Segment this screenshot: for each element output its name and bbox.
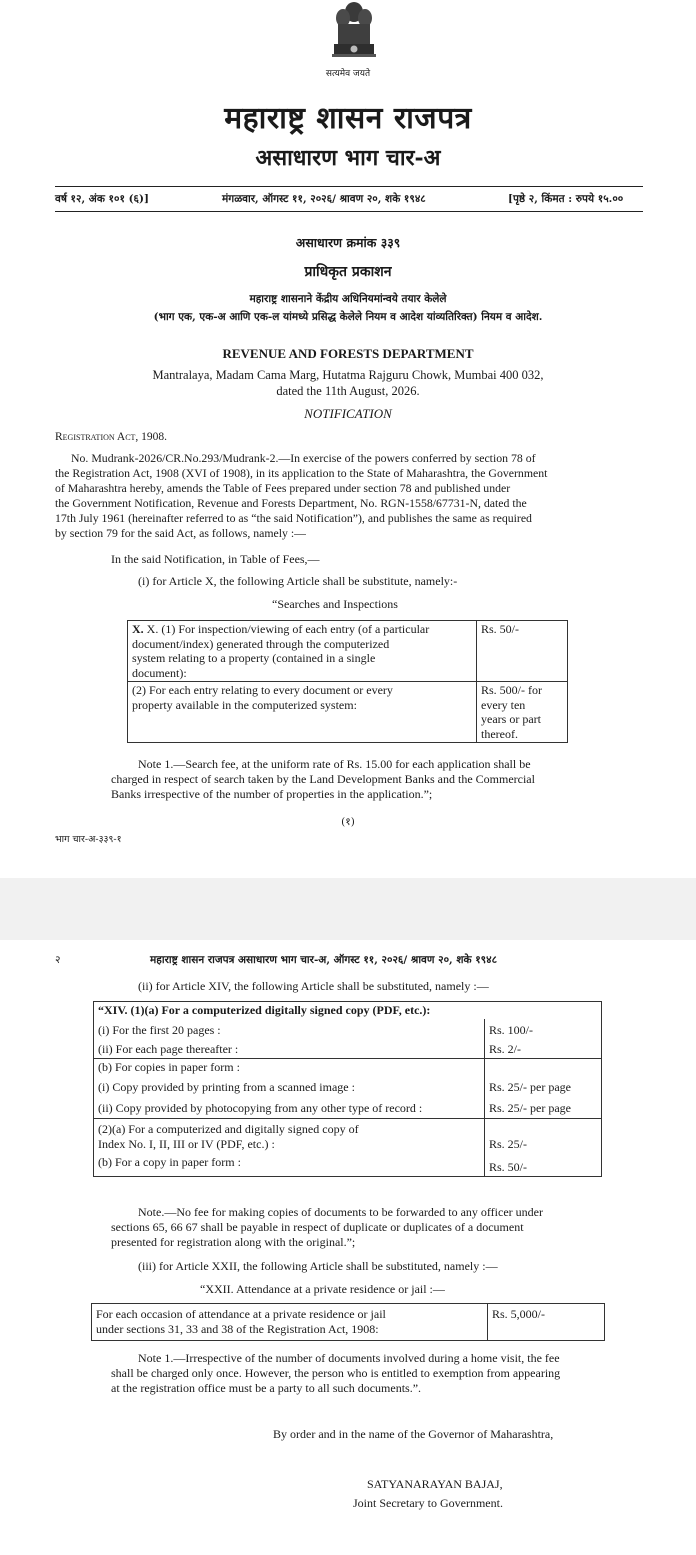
cell-line: years or part — [481, 712, 541, 726]
subtitle-line-2: (भाग एक, एक-अ आणि एक-ल यांमध्ये प्रसिद्ध केलेले नियम व आदेश यांव्यतिरिक्त) नियम व आदेश. — [153, 311, 543, 323]
table-row — [128, 682, 568, 743]
table-row — [94, 1096, 602, 1119]
footer-code: भाग चार-अ-३३९-१ — [55, 834, 122, 845]
table-row — [94, 1058, 602, 1075]
cell-line: For each occasion of attendance at a private residence or jail — [96, 1307, 386, 1321]
authorized-publication: प्राधिकृत प्रकाशन — [304, 264, 392, 280]
cell-line: under sections 31, 33 and 38 of the Registration Act, 1908: — [96, 1321, 379, 1336]
table-cell-fee: Rs. 2/- — [485, 1038, 602, 1058]
item-ii: (ii) for Article XIV, the following Article shall be substituted, namely :— — [138, 979, 489, 993]
cell-line: (2) For each entry relating to every document or every — [132, 683, 393, 697]
cell-line: X. X. (1) For inspection/viewing of each entry (of a particular — [132, 622, 430, 636]
table-cell-description: (i) Copy provided by printing from a scanned image : — [94, 1075, 485, 1096]
pages-price: [पृष्ठे २, किंमत : रुपये १५.०० — [508, 193, 624, 205]
table-cell-description — [94, 1119, 485, 1153]
department-address: Mantralaya, Madam Cama Marg, Hutatma Rajguru Chowk, Mumbai 400 032, — [152, 368, 544, 382]
extraordinary-number: असाधारण क्रमांक ३३९ — [295, 235, 401, 250]
table-cell-description: (i) For the first 20 pages : — [94, 1019, 485, 1039]
emblem-motto: सत्यमेव जयते — [325, 69, 371, 79]
note-line: Note 1.—Irrespective of the number of documents involved during a home visit, the fee — [138, 1351, 560, 1365]
article-xxii-table — [91, 1303, 605, 1341]
table-cell-fee — [477, 621, 568, 682]
table-row — [94, 1152, 602, 1176]
table-cell-description — [128, 682, 477, 743]
subtitle-line-1: महाराष्ट्र शासनाने केंद्रीय अधिनियमांन्वये तयार केलेले — [249, 293, 447, 305]
signatory-designation: Joint Secretary to Government. — [353, 1496, 503, 1510]
by-order: By order and in the name of the Governor of Maharashtra, — [273, 1427, 554, 1441]
table-cell-description — [92, 1304, 488, 1341]
para-line: of Maharashtra hereby, amends the Table of Fees prepared under section 78 and published under — [55, 481, 511, 495]
table-cell-description: “XIV. (1)(a) For a computerized digitally signed copy (PDF, etc.): — [94, 1002, 602, 1019]
in-table-of-fees: In the said Notification, in Table of Fees,— — [111, 552, 320, 566]
table-row — [92, 1304, 605, 1341]
table-cell-description: (ii) Copy provided by photocopying from any other type of record : — [94, 1096, 485, 1119]
table-cell-fee — [485, 1119, 602, 1153]
lion-capital-icon — [326, 0, 382, 66]
item-iii: (iii) for Article XXII, the following Article shall be substituted, namely :— — [138, 1259, 498, 1273]
cell-line: (2)(a) For a computerized and digitally signed copy of — [98, 1122, 359, 1136]
note-line: charged in respect of search taken by the Land Development Banks and the Commercial — [111, 772, 535, 786]
xxii-title: “XXII. Attendance at a private residence or jail :— — [200, 1282, 445, 1296]
cell-line: document): — [132, 665, 187, 680]
cell-line: Rs. 50/- — [481, 622, 520, 636]
item-i: (i) for Article X, the following Article shall be substitute, namely:- — [138, 574, 458, 588]
article-xiv-table — [93, 1001, 602, 1177]
cell-line: Index No. I, II, III or IV (PDF, etc.) : — [98, 1136, 275, 1151]
table-row — [94, 1038, 602, 1058]
table-cell-description: (b) For copies in paper form : — [94, 1058, 485, 1075]
issue-date: मंगळवार, ऑगस्ट ११, २०२६/ श्रावण २०, शके १९४८ — [222, 193, 426, 205]
table-row — [94, 1019, 602, 1039]
table-cell-description: (b) For a copy in paper form : — [94, 1152, 485, 1176]
table-cell-fee: Rs. 25/- per page — [485, 1075, 602, 1096]
article-x-table — [127, 620, 568, 743]
page-number-2: २ — [55, 954, 61, 966]
searches-title: “Searches and Inspections — [272, 597, 398, 611]
table-cell-fee — [477, 682, 568, 743]
cell-line: Rs. 500/- for — [481, 683, 542, 697]
note-line: Note 1.—Search fee, at the uniform rate of Rs. 15.00 for each application shall be — [138, 757, 531, 771]
table-cell-description: (ii) For each page thereafter : — [94, 1038, 485, 1058]
para-line: 17th July 1961 (hereinafter referred to as “the said Notification”), and publishes the same as required — [55, 511, 532, 525]
para-line: the Registration Act, 1908 (XVI of 1908), in its application to the State of Maharashtra, the Government — [55, 466, 548, 480]
para-line: No. Mudrank-2026/CR.No.293/Mudrank-2.—In exercise of the powers conferred by section 78 of — [71, 451, 536, 465]
page-number: (१) — [341, 816, 355, 828]
notification-paragraph — [55, 451, 645, 541]
note-line: at the registration office must be a party to all such documents.”. — [111, 1381, 422, 1395]
notification-date: dated the 11th August, 2026. — [276, 384, 420, 398]
table-row — [94, 1002, 602, 1019]
table-cell-fee: Rs. 100/- — [485, 1019, 602, 1039]
gazette-title: महाराष्ट्र शासन राजपत्र — [224, 101, 472, 136]
note-line: Note.—No fee for making copies of documents to be forwarded to any officer under — [138, 1205, 543, 1219]
note-1 — [111, 757, 645, 802]
table-cell-fee: Rs. 50/- — [485, 1152, 602, 1176]
note-xiv — [111, 1205, 645, 1250]
year-issue: वर्ष १२, अंक १०१ (६)] — [55, 193, 149, 205]
note-line: Banks irrespective of the number of properties in the application.”; — [111, 787, 433, 801]
table-row — [128, 621, 568, 682]
gazette-part: असाधारण भाग चार-अ — [255, 145, 441, 171]
table-row — [94, 1075, 602, 1096]
page-separator — [0, 878, 696, 940]
national-emblem — [326, 0, 382, 66]
cell-line: Rs. 25/- — [489, 1136, 528, 1151]
department-name: REVENUE AND FORESTS DEPARTMENT — [222, 346, 474, 361]
cell-line: thereof. — [481, 726, 518, 741]
note-line: sections 65, 66 67 shall be payable in respect of duplicate or duplicates of a document — [111, 1220, 524, 1234]
cell-line: property available in the computerized system: — [132, 697, 357, 712]
signatory-name: SATYANARAYAN BAJAJ, — [367, 1477, 503, 1491]
note-line: shall be charged only once. However, the person who is entitled to exemption from appearing — [111, 1366, 561, 1380]
table-cell-fee: Rs. 5,000/- — [488, 1304, 605, 1341]
cell-line: system relating to a property (contained in a single — [132, 651, 376, 665]
running-header: महाराष्ट्र शासन राजपत्र असाधारण भाग चार-अ, ऑगस्ट ११, २०२६/ श्रावण २०, शके १९४८ — [150, 954, 498, 966]
table-row — [94, 1119, 602, 1153]
para-line: the Government Notification, Revenue and Forests Department, No. RGN-1558/67731-N, dated the — [55, 496, 527, 510]
cell-line: document/index) generated through the computerized — [132, 636, 390, 651]
para-line: by section 79 for the said Act, as follows, namely :— — [55, 526, 306, 540]
table-cell-fee — [485, 1058, 602, 1075]
act-reference: Registration Act, 1908. — [55, 431, 168, 443]
note-line: presented for registration along with the original.”; — [111, 1235, 356, 1249]
cell-line: every ten — [481, 697, 526, 712]
notification-heading: NOTIFICATION — [304, 406, 392, 421]
table-cell-fee: Rs. 25/- per page — [485, 1096, 602, 1119]
table-cell-description — [128, 621, 477, 682]
note-xxii — [111, 1351, 645, 1396]
